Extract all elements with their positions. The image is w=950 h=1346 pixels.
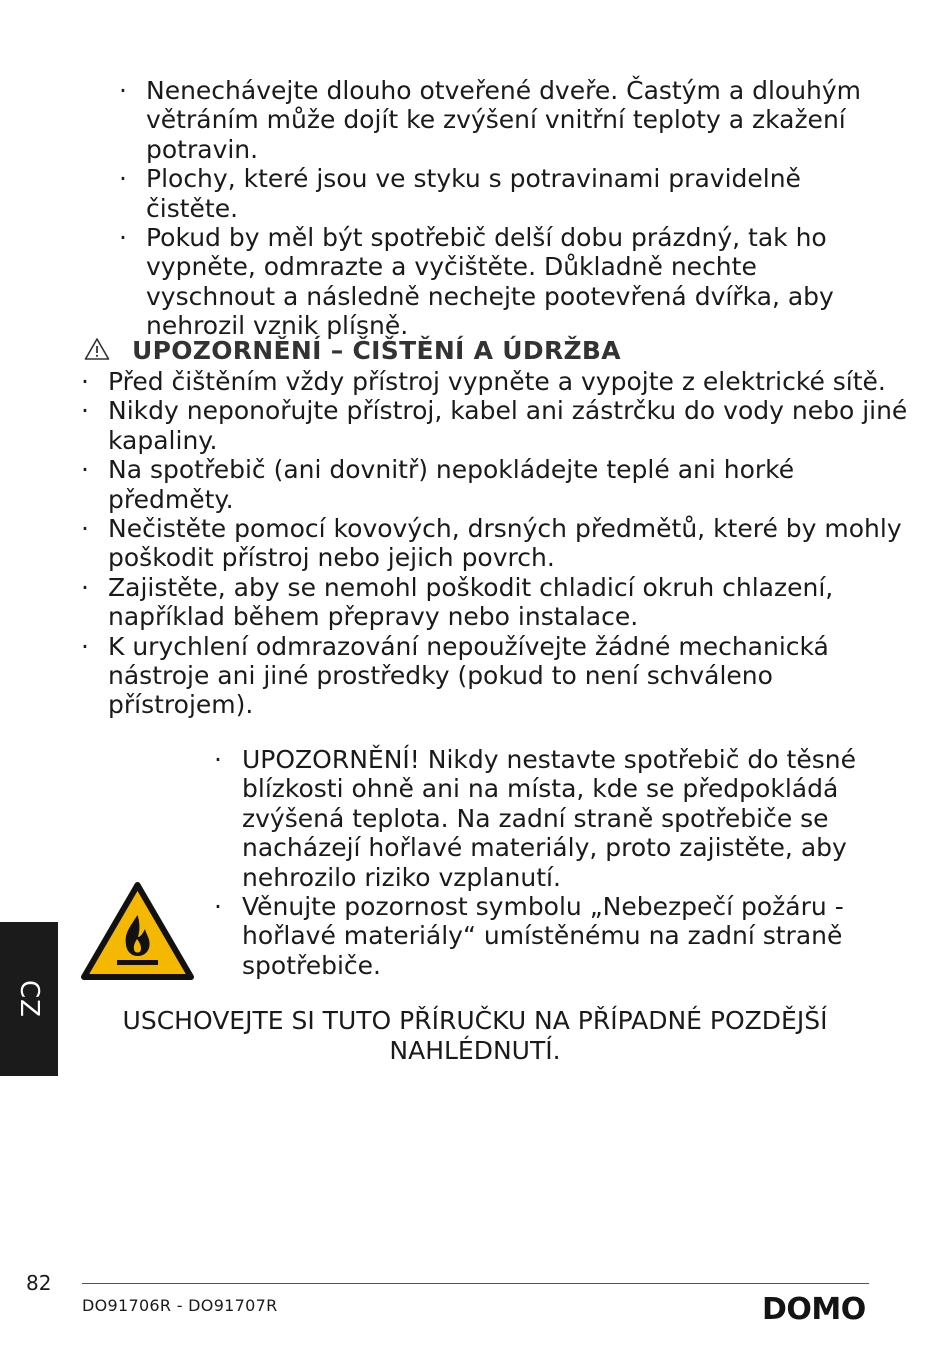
language-tab — [0, 922, 58, 1076]
list-item: · Pokud by měl být spotřebič delší dobu prázdný, tak ho vypněte, odmrazte a vyčištěte. Důkladně nechte vyschnout a následně nechejte pootevřená dvířka, aby nehrozil vznik plísně. — [119, 223, 834, 341]
list-item: · Zajistěte, aby se nemohl poškodit chladicí okruh chlazení, například během přepravy nebo instalace. — [81, 572, 834, 632]
warning-triangle-icon — [84, 337, 114, 368]
list-item: · Na spotřebič (ani dovnitř) nepokládejte teplé ani horké předměty. — [81, 455, 795, 514]
list-item: · Nenechávejte dlouho otveřené dveře. Častým a dlouhým větráním může dojít ke zvýšení vnitřní teploty a zkažení potravin. — [119, 76, 862, 164]
list-item: · Nikdy neponořujte přístroj, kabel ani zástrčku do vody nebo jiné kapaliny. — [81, 396, 908, 455]
keep-manual-notice: USCHOVEJTE SI TUTO PŘÍRUČKU NA PŘÍPADNÉ POZDĚJŠÍ NAHLÉDNUTÍ. — [122, 1006, 828, 1065]
cleaning-list — [81, 367, 908, 720]
list-item: · Před čištěním vždy přístroj vypněte a vypojte z elektrické sítě. — [81, 367, 886, 396]
brand-logo: DOMO — [762, 1292, 866, 1327]
footer-divider — [82, 1283, 869, 1284]
list-item: · Věnujte pozornost symbolu „Nebezpečí požáru - hořlavé materiály“ umístěnému na zadní straně spotřebiče. — [214, 892, 844, 980]
page-number: 82 — [26, 1271, 52, 1295]
list-item: · K urychlení odmrazování nepoužívejte žádné mechanická nástroje ani jiné prostředky (pokud to není schváleno přístrojem). — [81, 631, 829, 720]
list-item: · Plochy, které jsou ve styku s potravinami pravidelně čistěte. — [119, 164, 801, 223]
intro-list — [119, 76, 886, 341]
fire-warning-list — [214, 745, 902, 980]
section-heading: UPOZORNĚNÍ – ČIŠTĚNÍ A ÚDRŽBA — [84, 336, 784, 368]
language-label: CZ — [14, 980, 44, 1018]
flammable-warning-icon — [80, 881, 195, 981]
list-item: · Nečistěte pomocí kovových, drsných předmětů, které by mohly poškodit přístroj nebo jejich povrch. — [81, 514, 902, 573]
list-item: · UPOZORNĚNÍ! Nikdy nestavte spotřebič do těsné blízkosti ohně ani na místa, kde se předpokládá zvýšená teplota. Na zadní straně spotřebiče se nacházejí hořlavé materiály, proto zajistěte, aby nehrozilo riziko vzplanutí. — [214, 745, 856, 892]
model-numbers: DO91706R - DO91707R — [82, 1296, 278, 1315]
